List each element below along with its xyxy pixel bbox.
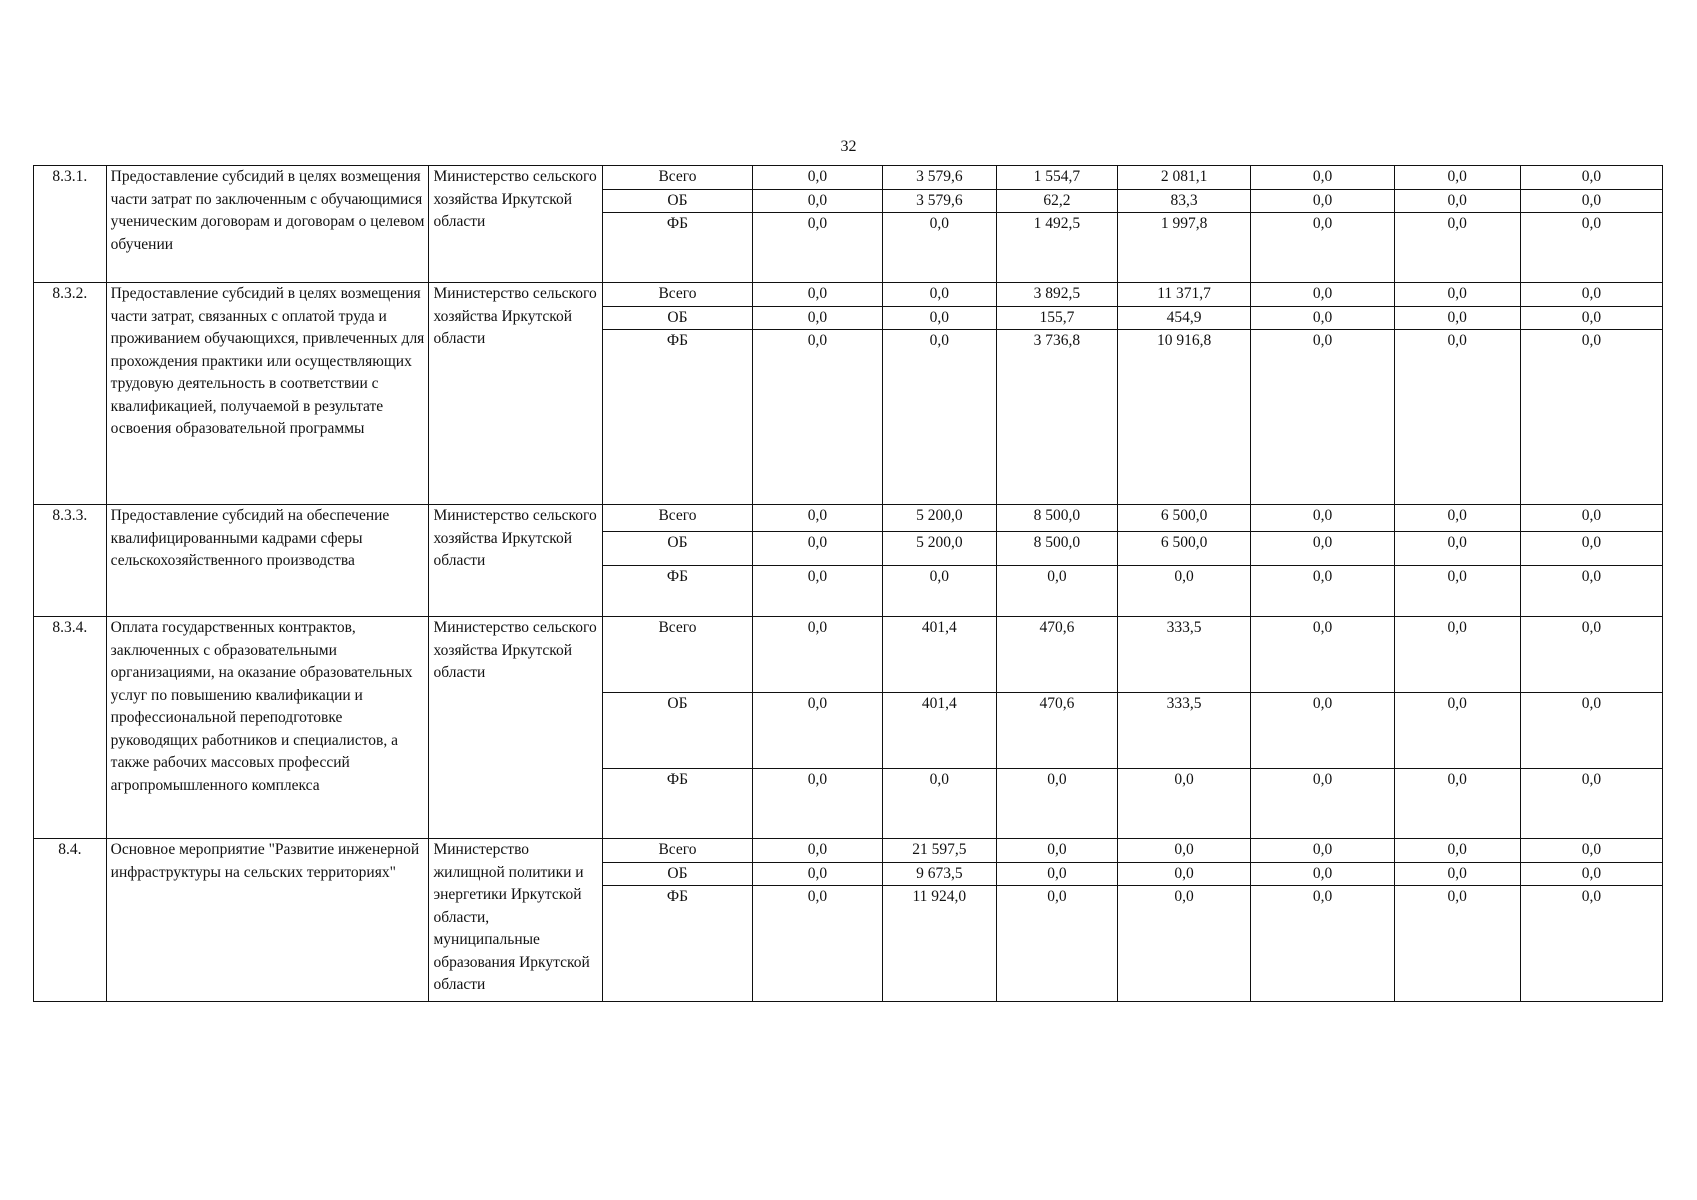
activity-name: Предоставление субсидий в целях возмещения части затрат по заключенным с обучающимися ученическим договорам и договорам о целевом обучении	[106, 166, 429, 283]
amount-cell: 454,9	[1117, 306, 1251, 330]
budget-table	[33, 165, 1663, 1002]
amount-cell: 3 736,8	[997, 330, 1118, 505]
amount-cell: 6 500,0	[1117, 505, 1251, 532]
funding-source: Всего	[602, 505, 753, 532]
amount-cell: 0,0	[1394, 166, 1520, 190]
amount-cell: 0,0	[1520, 306, 1662, 330]
amount-cell: 401,4	[882, 617, 996, 693]
amount-cell: 333,5	[1117, 693, 1251, 769]
activity-name: Предоставление субсидий на обеспечение квалифицированными кадрами сферы сельскохозяйственного производства	[106, 505, 429, 617]
funding-source: ФБ	[602, 886, 753, 1002]
amount-cell: 0,0	[1394, 862, 1520, 886]
amount-cell: 0,0	[1520, 189, 1662, 213]
amount-cell: 401,4	[882, 693, 996, 769]
executor: Министерство жилищной политики и энергетики Иркутской области, муниципальные образования Иркутской области	[429, 839, 602, 1002]
amount-cell: 0,0	[1251, 306, 1394, 330]
amount-cell: 0,0	[753, 166, 882, 190]
amount-cell: 0,0	[1394, 189, 1520, 213]
amount-cell: 8 500,0	[997, 505, 1118, 532]
amount-cell: 0,0	[1394, 566, 1520, 617]
row-number: 8.4.	[34, 839, 107, 1002]
amount-cell: 0,0	[1520, 330, 1662, 505]
amount-cell: 0,0	[882, 566, 996, 617]
amount-cell: 0,0	[1520, 693, 1662, 769]
amount-cell: 0,0	[753, 839, 882, 863]
funding-source: Всего	[602, 839, 753, 863]
amount-cell: 0,0	[1394, 330, 1520, 505]
funding-source: ОБ	[602, 306, 753, 330]
amount-cell: 0,0	[1251, 330, 1394, 505]
table-row	[34, 505, 1663, 532]
amount-cell: 5 200,0	[882, 505, 996, 532]
amount-cell: 62,2	[997, 189, 1118, 213]
page-number: 32	[840, 138, 857, 155]
amount-cell: 6 500,0	[1117, 532, 1251, 566]
amount-cell: 8 500,0	[997, 532, 1118, 566]
amount-cell: 0,0	[1520, 769, 1662, 839]
amount-cell: 3 579,6	[882, 189, 996, 213]
amount-cell: 0,0	[1394, 886, 1520, 1002]
funding-source: ОБ	[602, 862, 753, 886]
activity-name: Основное мероприятие "Развитие инженерной инфраструктуры на сельских территориях"	[106, 839, 429, 1002]
table-row	[34, 617, 1663, 693]
amount-cell: 0,0	[753, 566, 882, 617]
amount-cell: 2 081,1	[1117, 166, 1251, 190]
amount-cell: 0,0	[1117, 769, 1251, 839]
amount-cell: 0,0	[1394, 617, 1520, 693]
amount-cell: 0,0	[1251, 839, 1394, 863]
funding-source: ФБ	[602, 213, 753, 283]
amount-cell: 0,0	[1251, 769, 1394, 839]
table-row	[34, 283, 1663, 307]
amount-cell: 0,0	[1251, 189, 1394, 213]
row-number: 8.3.4.	[34, 617, 107, 839]
amount-cell: 0,0	[1117, 862, 1251, 886]
amount-cell: 1 554,7	[997, 166, 1118, 190]
funding-source: Всего	[602, 166, 753, 190]
amount-cell: 0,0	[1251, 283, 1394, 307]
amount-cell: 0,0	[753, 769, 882, 839]
amount-cell: 0,0	[1251, 617, 1394, 693]
executor: Министерство сельского хозяйства Иркутской области	[429, 617, 602, 839]
amount-cell: 0,0	[882, 330, 996, 505]
amount-cell: 0,0	[1251, 566, 1394, 617]
amount-cell: 0,0	[1117, 839, 1251, 863]
amount-cell: 0,0	[1520, 532, 1662, 566]
amount-cell: 0,0	[1394, 283, 1520, 307]
amount-cell: 0,0	[1394, 693, 1520, 769]
amount-cell: 0,0	[1520, 283, 1662, 307]
amount-cell: 0,0	[1117, 566, 1251, 617]
amount-cell: 0,0	[753, 693, 882, 769]
amount-cell: 0,0	[997, 862, 1118, 886]
amount-cell: 0,0	[753, 862, 882, 886]
amount-cell: 0,0	[1251, 886, 1394, 1002]
amount-cell: 0,0	[1251, 166, 1394, 190]
amount-cell: 0,0	[882, 213, 996, 283]
amount-cell: 21 597,5	[882, 839, 996, 863]
amount-cell: 0,0	[1520, 213, 1662, 283]
amount-cell: 0,0	[1394, 306, 1520, 330]
table-row	[34, 166, 1663, 190]
amount-cell: 0,0	[753, 189, 882, 213]
activity-name: Оплата государственных контрактов, заключенных с образовательными организациями, на оказание образовательных услуг по повышению квалификации и профессиональной переподготовке руководящих работников и специалистов, а также рабочих массовых профессий агропромышленного комплекса	[106, 617, 429, 839]
amount-cell: 1 997,8	[1117, 213, 1251, 283]
amount-cell: 1 492,5	[997, 213, 1118, 283]
amount-cell: 0,0	[997, 566, 1118, 617]
amount-cell: 0,0	[1117, 886, 1251, 1002]
amount-cell: 3 892,5	[997, 283, 1118, 307]
amount-cell: 0,0	[1520, 617, 1662, 693]
amount-cell: 0,0	[1394, 839, 1520, 863]
amount-cell: 5 200,0	[882, 532, 996, 566]
activity-name: Предоставление субсидий в целях возмещения части затрат, связанных с оплатой труда и проживанием обучающихся, привлеченных для прохождения практики или осуществляющих трудовую деятельность в соответствии с квалификацией, получаемой в результате освоения образовательной программы	[106, 283, 429, 505]
funding-source: ФБ	[602, 769, 753, 839]
amount-cell: 0,0	[753, 306, 882, 330]
amount-cell: 11 924,0	[882, 886, 996, 1002]
amount-cell: 83,3	[1117, 189, 1251, 213]
amount-cell: 10 916,8	[1117, 330, 1251, 505]
amount-cell: 0,0	[1251, 693, 1394, 769]
amount-cell: 0,0	[1394, 532, 1520, 566]
amount-cell: 0,0	[1251, 213, 1394, 283]
amount-cell: 0,0	[753, 330, 882, 505]
executor: Министерство сельского хозяйства Иркутской области	[429, 283, 602, 505]
table-row	[34, 839, 1663, 863]
amount-cell: 0,0	[1394, 213, 1520, 283]
funding-source: ОБ	[602, 532, 753, 566]
amount-cell: 0,0	[1520, 862, 1662, 886]
amount-cell: 0,0	[1520, 886, 1662, 1002]
amount-cell: 0,0	[882, 306, 996, 330]
funding-source: Всего	[602, 283, 753, 307]
funding-source: ОБ	[602, 189, 753, 213]
amount-cell: 9 673,5	[882, 862, 996, 886]
amount-cell: 0,0	[1520, 839, 1662, 863]
amount-cell: 0,0	[1394, 769, 1520, 839]
amount-cell: 0,0	[1251, 505, 1394, 532]
executor: Министерство сельского хозяйства Иркутской области	[429, 505, 602, 617]
amount-cell: 0,0	[997, 769, 1118, 839]
amount-cell: 0,0	[753, 532, 882, 566]
amount-cell: 0,0	[753, 213, 882, 283]
amount-cell: 0,0	[1520, 505, 1662, 532]
row-number: 8.3.3.	[34, 505, 107, 617]
amount-cell: 155,7	[997, 306, 1118, 330]
funding-source: ФБ	[602, 330, 753, 505]
funding-source: Всего	[602, 617, 753, 693]
executor: Министерство сельского хозяйства Иркутской области	[429, 166, 602, 283]
amount-cell: 0,0	[753, 505, 882, 532]
amount-cell: 0,0	[1394, 505, 1520, 532]
funding-source: ОБ	[602, 693, 753, 769]
row-number: 8.3.1.	[34, 166, 107, 283]
amount-cell: 11 371,7	[1117, 283, 1251, 307]
amount-cell: 333,5	[1117, 617, 1251, 693]
amount-cell: 0,0	[753, 283, 882, 307]
amount-cell: 0,0	[1251, 862, 1394, 886]
amount-cell: 0,0	[1520, 566, 1662, 617]
amount-cell: 470,6	[997, 693, 1118, 769]
amount-cell: 3 579,6	[882, 166, 996, 190]
amount-cell: 0,0	[882, 769, 996, 839]
amount-cell: 0,0	[997, 886, 1118, 1002]
amount-cell: 0,0	[753, 617, 882, 693]
amount-cell: 0,0	[997, 839, 1118, 863]
amount-cell: 0,0	[753, 886, 882, 1002]
amount-cell: 0,0	[1251, 532, 1394, 566]
row-number: 8.3.2.	[34, 283, 107, 505]
amount-cell: 0,0	[882, 283, 996, 307]
funding-source: ФБ	[602, 566, 753, 617]
amount-cell: 0,0	[1520, 166, 1662, 190]
amount-cell: 470,6	[997, 617, 1118, 693]
